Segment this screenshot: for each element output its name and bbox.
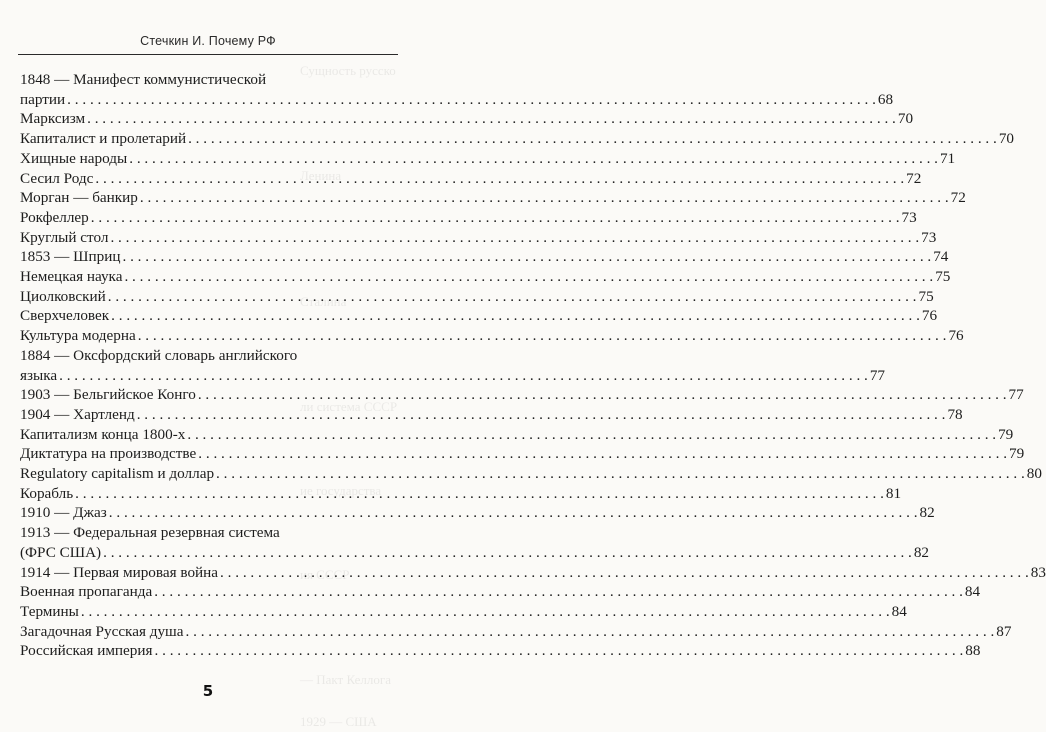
toc-entry-row: [20, 602, 907, 622]
toc-entry-row: [20, 503, 935, 523]
toc-entry-title: 1914 — Первая мировая война: [20, 563, 219, 581]
toc-entry: [20, 405, 963, 425]
page-number: 5: [202, 682, 214, 700]
toc-entry-page: 76: [948, 327, 964, 345]
toc-entry-page: 74: [933, 248, 949, 266]
toc-entry-page: 68: [877, 90, 894, 108]
toc-entry-row: [20, 109, 914, 129]
toc-entry-leader-dots: [186, 622, 995, 642]
toc-entry-row: [20, 405, 963, 425]
toc-entry-page: 82: [913, 543, 930, 561]
toc-entry-row: [20, 188, 966, 208]
toc-entry-leader-dots: [111, 306, 920, 326]
toc-entry-page: 70: [998, 130, 1014, 148]
toc-entry-title-line: 1848 — Манифест коммунистической: [20, 71, 267, 88]
toc-entry-leader-dots: [75, 484, 884, 504]
toc-entry-leader-dots: [154, 582, 963, 602]
toc-entry-row: [20, 90, 894, 110]
toc-entry: [20, 109, 914, 129]
toc-entry: [20, 149, 956, 169]
toc-entry-row: [20, 287, 934, 307]
toc-entry: [20, 267, 951, 287]
toc-entry: [20, 228, 937, 248]
toc-entry: [20, 563, 1046, 583]
toc-entry-title: Рокфеллер: [20, 208, 89, 226]
toc-entry: [20, 503, 935, 523]
toc-entry-leader-dots: [137, 405, 946, 425]
toc-entry-title: Круглый стол: [20, 228, 109, 246]
toc-entry-leader-dots: [198, 444, 1007, 464]
toc-entry: [20, 306, 938, 326]
toc-entry-row: [20, 169, 922, 189]
toc-entry-title-line: 1913 — Федеральная резервная система: [20, 524, 280, 542]
toc-entry-leader-dots: [110, 228, 919, 248]
toc-entry-row: [20, 641, 981, 661]
toc-entry-page: 77: [1008, 386, 1024, 404]
toc-entry-title: Сесил Родс: [20, 169, 94, 187]
toc-entry-leader-dots: [109, 503, 918, 523]
toc-entry-row: [20, 228, 937, 248]
toc-entry-title: Российская империя: [20, 642, 153, 660]
toc-entry-title: (ФРС США): [20, 543, 102, 561]
toc-entry-page: 73: [901, 208, 917, 226]
toc-entry-title: Марксизм: [20, 110, 86, 128]
toc-entry: [20, 602, 907, 622]
toc-entry-title: Капиталист и пролетарий: [20, 130, 187, 148]
toc-entry-title: 1853 — Шприц: [20, 248, 121, 266]
table-of-contents: [20, 70, 1046, 661]
toc-entry-leader-dots: [198, 385, 1007, 405]
toc-entry-leader-dots: [81, 602, 890, 622]
toc-entry-title: Морган — банкир: [20, 189, 138, 207]
toc-entry: [20, 464, 1042, 484]
toc-entry-title: Немецкая наука: [20, 268, 123, 286]
toc-entry-page: 78: [947, 405, 963, 423]
toc-entry-title: 1903 — Бельгийское Конго: [20, 386, 196, 404]
toc-entry-row: [20, 129, 1014, 149]
toc-entry: [20, 641, 981, 661]
toc-entry: [20, 326, 964, 346]
toc-entry-page: 73: [921, 228, 937, 246]
toc-entry-leader-dots: [138, 326, 947, 346]
toc-entry-title: Загадочная Русская душа: [20, 622, 184, 640]
toc-entry-page: 80: [1026, 465, 1042, 483]
toc-entry-row: [20, 366, 886, 386]
toc-entry: [20, 385, 1024, 405]
toc-entry-row: [20, 444, 1025, 464]
toc-entry-row: [20, 247, 949, 267]
toc-entry-page: 82: [919, 504, 935, 522]
toc-entry-page: 79: [1009, 445, 1025, 463]
toc-entry-leader-dots: [140, 188, 949, 208]
toc-entry-row: [20, 543, 930, 563]
toc-entry-row: [20, 326, 964, 346]
toc-entry: [20, 523, 930, 562]
toc-entry-row: [20, 425, 1014, 445]
toc-entry: [20, 247, 949, 267]
toc-entry: [20, 484, 902, 504]
toc-entry-page: 71: [939, 149, 956, 167]
toc-entry-title: Военная пропаганда: [20, 583, 153, 601]
toc-entry-page: 72: [906, 169, 922, 187]
toc-entry-title: 1904 — Хартленд: [20, 405, 135, 423]
toc-entry-leader-dots: [87, 109, 896, 129]
toc-entry-leader-dots: [188, 129, 997, 149]
toc-entry-row: [20, 484, 902, 504]
toc-entry-leader-dots: [155, 641, 964, 661]
toc-entry-leader-dots: [95, 169, 904, 189]
toc-entry: [20, 346, 886, 385]
toc-entry-page: 75: [918, 287, 934, 305]
toc-entry-title: Термины: [20, 602, 79, 620]
running-header: [18, 8, 398, 55]
toc-entry-row: [20, 582, 981, 602]
toc-entry: [20, 425, 1014, 445]
toc-entry-page: 75: [935, 268, 951, 286]
toc-entry-page: 79: [998, 425, 1014, 443]
toc-entry-row: [20, 149, 956, 169]
toc-entry-leader-dots: [67, 90, 876, 110]
toc-entry-leader-dots: [129, 149, 938, 169]
toc-entry-title: Сверхчеловек: [20, 307, 110, 325]
toc-entry-title: Культура модерна: [20, 327, 136, 345]
toc-entry-title: Капитализм конца 1800-х: [20, 425, 186, 443]
toc-entry-leader-dots: [220, 563, 1029, 583]
toc-entry-row: [20, 622, 1012, 642]
toc-entry: [20, 582, 981, 602]
toc-entry-row: [20, 563, 1046, 583]
toc-entry-row: [20, 306, 938, 326]
toc-entry-leader-dots: [91, 208, 900, 228]
toc-entry-page: 72: [950, 189, 966, 207]
toc-entry-title: Диктатура на производстве: [20, 445, 197, 463]
toc-entry-page: 77: [869, 366, 886, 384]
toc-entry-page: 84: [891, 602, 907, 620]
toc-entry-page: 83: [1030, 563, 1046, 581]
toc-entry-leader-dots: [124, 267, 933, 287]
running-header-title: Стечкин И. Почему РФ: [140, 34, 276, 48]
toc-entry-leader-dots: [103, 543, 912, 563]
toc-entry: [20, 70, 894, 109]
toc-entry-leader-dots: [187, 425, 996, 445]
toc-entry-title: языка: [20, 366, 58, 384]
toc-entry-leader-dots: [122, 247, 931, 267]
toc-entry-title-line: 1884 — Оксфордский словарь английского: [20, 346, 298, 364]
toc-entry-leader-dots: [108, 287, 917, 307]
toc-entry-page: 84: [964, 583, 981, 601]
toc-entry-page: 76: [921, 307, 938, 325]
toc-entry: [20, 622, 1012, 642]
toc-entry-title: Хищные народы: [20, 149, 128, 167]
toc-entry: [20, 129, 1014, 149]
bleed-through-text: Сущность русско Ленина Сталина ли система СССР ие государства ия СССР — Пакт Келлога 1929 — США: [300, 63, 398, 729]
toc-entry: [20, 444, 1025, 464]
toc-entry-title: Regulatory capitalism и доллар: [20, 465, 215, 483]
toc-entry-title: 1910 — Джаз: [20, 504, 107, 522]
toc-entry-title: партии: [20, 90, 66, 108]
toc-entry-page: 70: [897, 110, 914, 128]
toc-entry-row: [20, 267, 951, 287]
toc-entry: [20, 287, 934, 307]
toc-entry: [20, 169, 922, 189]
toc-entry-title: Корабль: [20, 484, 74, 502]
toc-entry: [20, 188, 966, 208]
toc-entry-row: [20, 208, 917, 228]
toc-entry-page: 87: [996, 622, 1012, 640]
toc-entry-row: [20, 464, 1042, 484]
toc-entry: [20, 208, 917, 228]
toc-entry-leader-dots: [59, 366, 868, 386]
toc-entry-title: Циолковский: [20, 287, 106, 305]
toc-entry-page: 81: [885, 484, 902, 502]
toc-entry-leader-dots: [216, 464, 1025, 484]
toc-entry-page: 88: [965, 642, 981, 660]
toc-entry-row: [20, 385, 1024, 405]
